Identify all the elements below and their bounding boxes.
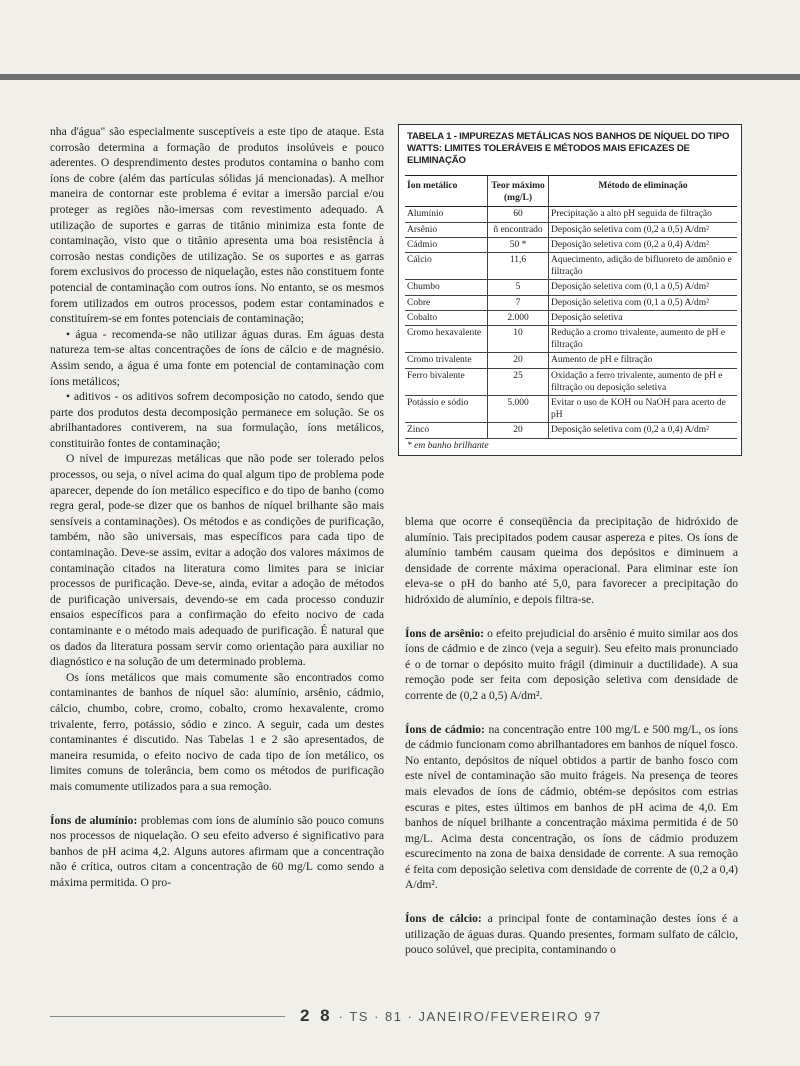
cell-teor: 60 bbox=[488, 207, 549, 222]
bullet-agua: • água - recomenda-se não utilizar águas duras. Em águas desta natureza tem-se altas concentrações de íons de cálcio e de magnésio. Assim sendo, a água é uma fonte em potencial de contaminação com íons metálicos; bbox=[50, 327, 384, 388]
section-heading: Íons de alumínio: bbox=[50, 813, 138, 827]
cell-metodo: Oxidação a ferro trivalente, aumento de pH e filtração ou deposição seletiva bbox=[549, 368, 738, 395]
top-rule bbox=[0, 74, 800, 80]
right-column bbox=[405, 514, 738, 958]
cell-metodo: Deposição seletiva com (0,1 a 0,5) A/dm² bbox=[549, 295, 738, 310]
table-row bbox=[405, 423, 737, 438]
section-heading: Íons de cálcio: bbox=[405, 912, 482, 926]
cell-ion: Ferro bivalente bbox=[405, 368, 488, 395]
table-title: TABELA 1 - IMPUREZAS METÁLICAS NOS BANHOS DE NÍQUEL DO TIPO WATTS: LIMITES TOLERÁVEIS E MÉTODOS MAIS EFICAZES DE ELIMINAÇÃO bbox=[407, 131, 730, 166]
section-text: na concentração entre 100 mg/L e 500 mg/L, os íons de cádmio funcionam como abrilhantadores em banhos de níquel fosco. No entanto, depósitos de níquel obtidos a partir de banho fosco com este nível de contaminação são muito frágeis. Na presença de teores mais elevados de íons de cádmio, obtém-se depósitos com estrias escuras e pites, estes últimos em banhos de pH acima de 4,0. Em banhos de níquel brilhante a concentração máxima permitida é de 50 mg/L. Acima desta concentração, os íons de cádmio produzem escurecimento na zona de baixa densidade de corrente. A sua remoção é feita com deposição seletiva com densidade de corrente de (0,2 a 0,4) A/dm². bbox=[405, 722, 738, 892]
table-1 bbox=[398, 124, 742, 456]
table-row bbox=[405, 295, 737, 310]
cell-metodo: Aumento de pH e filtração bbox=[549, 353, 738, 368]
header-metodo: Método de eliminação bbox=[549, 176, 738, 207]
cell-ion: Cromo trivalente bbox=[405, 353, 488, 368]
cell-ion: Cobalto bbox=[405, 310, 488, 325]
table-header-row bbox=[405, 176, 737, 207]
footer-text: · TS · 81 · JANEIRO/FEVEREIRO 97 bbox=[338, 1009, 602, 1024]
bullet-aditivos: • aditivos - os aditivos sofrem decomposição no catodo, sendo que parte dos produtos desta decomposição permanece em solução. Se os abrilhantadores contiverem, na sua formulação, íons metálicos, constituirão fontes de contaminação; bbox=[50, 390, 384, 450]
section-text: a principal fonte de contaminação destes íons é a utilização de águas duras. Quando presentes, formam sulfato de cálcio, pouco solúvel, que precipita, contaminando o bbox=[405, 912, 738, 957]
cell-metodo: Deposição seletiva com (0,2 a 0,5) A/dm² bbox=[549, 222, 738, 237]
table-footnote: * em banho brilhante bbox=[407, 440, 489, 451]
cell-ion: Zinco bbox=[405, 423, 488, 438]
section-text: o efeito prejudicial do arsênio é muito similar aos dos íons de cádmio e de zinco (veja a seguir). Seu efeito mais pronunciado é o de tornar o depósito muito frágil (diminuir a ductilidade). A sua remoção pode ser feita com deposição seletiva com densidade de corrente de (0,2 a 0,5) A/dm². bbox=[405, 626, 738, 702]
section-text: problemas com íons de alumínio são pouco comuns nos processos de niquelação. O seu efeito adverso é significativo para banhos de pH acima 4,2. Alguns autores afirmam que a concentração não é crítica, outros citam a concentração de 60 mg/L como sendo a máxima permitida. O pro- bbox=[50, 813, 384, 889]
cell-teor: 50 * bbox=[488, 237, 549, 252]
paragraph: Os íons metálicos que mais comumente são encontrados como contaminantes de banhos de níquel são: alumínio, arsênio, cádmio, cálcio, chumbo, cobre, cromo, cobalto, cromo hexavalente, cromo trivalente, ferro, potássio, sódio e zinco. A seguir, cada um destes contaminantes é discutido. Nas Tabelas 1 e 2 são apresentados, de maneira resumida, o efeito nocivo de cada tipo de íon metálico, os limites comuns de tolerância, bem como os métodos de purificação mais comumente utilizados para a sua remoção. bbox=[50, 670, 384, 793]
section-heading: Íons de arsênio: bbox=[405, 626, 485, 640]
cell-metodo: Redução a cromo trivalente, aumento de pH e filtração bbox=[549, 326, 738, 353]
cell-metodo: Deposição seletiva bbox=[549, 310, 738, 325]
cell-teor: 11,6 bbox=[488, 253, 549, 280]
cell-metodo: Precipitação a alto pH seguida de filtração bbox=[549, 207, 738, 222]
section-heading: Íons de cádmio: bbox=[405, 722, 485, 736]
paragraph: nha d'água" são especialmente susceptíveis a este tipo de ataque. Esta corrosão determina a formação de produtos insolúveis e pouco aderentes. O desprendimento destes produtos contamina o banho com íons de cobre (além das partículas sólidas já mencionadas). A melhor maneira de contornar este problema é evitar a imersão parcial e/ou proteger as regiões não-imersas com revestimento adequado. A utilização de suportes e garras de titânio minimiza esta fonte de contaminação, visto que o titânio apresenta uma boa resistência à corrosão nestas condições de utilização. Se os suportes e as garras forem exclusivos do processo de niquelação, estes não constituem fonte potencial de contaminação com outros íons. No entanto, se os mesmos forem utilizados em outros processos, podem estar contaminados e constituírem-se em fontes potenciais de contaminação; bbox=[50, 125, 384, 326]
section-aluminio bbox=[50, 813, 384, 891]
cell-teor: 10 bbox=[488, 326, 549, 353]
cell-ion: Cádmio bbox=[405, 237, 488, 252]
cell-metodo: Deposição seletiva com (0,2 a 0,4) A/dm² bbox=[549, 237, 738, 252]
cell-ion: Arsênio bbox=[405, 222, 488, 237]
cell-metodo: Aquecimento, adição de bifluoreto de amônio e filtração bbox=[549, 253, 738, 280]
table-row bbox=[405, 368, 737, 395]
cell-ion: Chumbo bbox=[405, 280, 488, 295]
cell-teor: 20 bbox=[488, 353, 549, 368]
cell-metodo: Deposição seletiva com (0,1 a 0,5) A/dm² bbox=[549, 280, 738, 295]
header-teor: Teor máximo (mg/L) bbox=[488, 176, 549, 207]
footer-rule bbox=[50, 1016, 285, 1017]
left-column bbox=[50, 124, 384, 891]
page-footer bbox=[300, 1006, 770, 1026]
cell-teor: ñ encontrado bbox=[488, 222, 549, 237]
cell-ion: Cobre bbox=[405, 295, 488, 310]
paragraph-continuation: blema que ocorre é conseqüência da precipitação de hidróxido de alumínio. Tais precipitados podem causar aspereza e pites. Os íons de alumínio também causam queima dos depósitos e diminuem a densidade de corrente máxima operacional. Para eliminar este íon eleva-se o pH do banho até 5,0, para favorecer a precipitação do hidróxido de alumínio, e depois filtra-se. bbox=[405, 515, 738, 606]
table-row bbox=[405, 310, 737, 325]
table-row bbox=[405, 396, 737, 423]
table-row bbox=[405, 237, 737, 252]
section-calcio bbox=[405, 911, 738, 958]
cell-ion: Alumínio bbox=[405, 207, 488, 222]
cell-teor: 20 bbox=[488, 423, 549, 438]
table-row bbox=[405, 353, 737, 368]
cell-teor: 25 bbox=[488, 368, 549, 395]
cell-teor: 5.000 bbox=[488, 396, 549, 423]
cell-ion: Cromo hexavalente bbox=[405, 326, 488, 353]
table-row bbox=[405, 326, 737, 353]
cell-ion: Cálcio bbox=[405, 253, 488, 280]
header-ion: Íon metálico bbox=[405, 176, 488, 207]
section-cadmio bbox=[405, 722, 738, 894]
cell-metodo: Deposição seletiva com (0,2 a 0,4) A/dm² bbox=[549, 423, 738, 438]
cell-teor: 5 bbox=[488, 280, 549, 295]
impurities-table bbox=[405, 175, 737, 439]
table-row bbox=[405, 207, 737, 222]
cell-metodo: Evitar o uso de KOH ou NaOH para acerto de pH bbox=[549, 396, 738, 423]
page-number: 2 8 bbox=[300, 1006, 333, 1025]
paragraph: O nível de impurezas metálicas que não pode ser tolerado pelos processos, ou seja, o nível acima do qual algum tipo de problema pode aparecer, depende do íon metálico específico e do tipo de banho (como regra geral, pode-se dizer que os banhos de níquel brilhante são mais sensíveis a contaminações). Os métodos e as condições de purificação, também, não são universais, mas específicos para cada tipo de contaminação. Deve-se assim, evitar a adoção dos valores máximos de contaminação citados na literatura como limites para se iniciar processos de purificação. Deve-se, ainda, evitar a adoção de métodos de purificação universais, devendo-se em cada processo conduzir ensaios específicos para a confirmação do efeito nocivo de cada contaminante e o método mais adequado de purificação. É natural que os dados da literatura possam servir como orientação para auxiliar no diagnóstico e na solução de um determinado problema. bbox=[50, 452, 384, 669]
table-row bbox=[405, 222, 737, 237]
table-row bbox=[405, 280, 737, 295]
cell-ion: Potássio e sódio bbox=[405, 396, 488, 423]
cell-teor: 7 bbox=[488, 295, 549, 310]
table-row bbox=[405, 253, 737, 280]
section-arsenio bbox=[405, 626, 738, 704]
cell-teor: 2.000 bbox=[488, 310, 549, 325]
